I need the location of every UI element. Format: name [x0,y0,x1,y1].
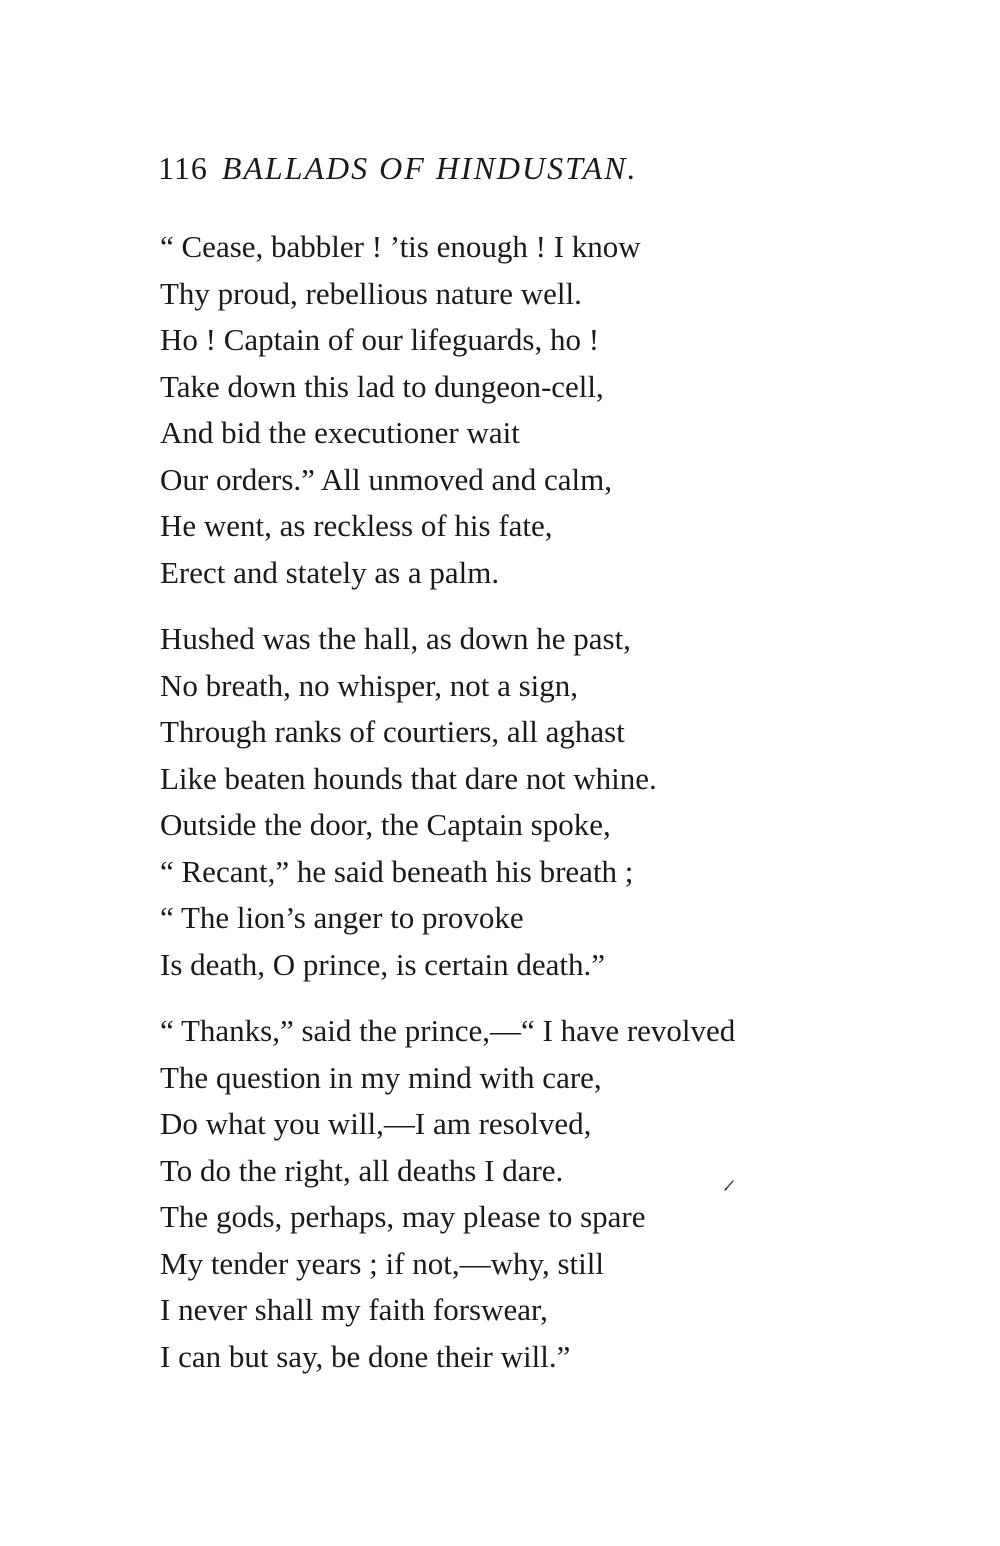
poem-line: To do the right, all deaths I dare. [160,1152,564,1188]
poem-line: “ The lion’s anger to provoke [160,900,524,935]
poem-line: Hushed was the hall, as down he past, [160,621,631,656]
poem-line: The question in my mind with care, [160,1059,602,1095]
page-header [158,148,637,188]
poem-line: Take down this lad to dungeon-cell, [160,368,604,404]
poem-line: Erect and stately as a palm. [160,554,500,590]
poem-line: I never shall my faith forswear, [160,1292,548,1327]
poem-line: No breath, no whisper, not a sign, [160,667,579,703]
poem-line: Do what you will,—I am resolved, [160,1106,592,1141]
poem-line: And bid the executioner wait [160,415,520,450]
poem-line: My tender years ; if not,—why, still [160,1245,604,1281]
running-title: BALLADS OF HINDUSTAN. [221,150,638,186]
stanza-2 [160,616,990,988]
ink-speck-mark [722,1178,736,1192]
poem-line: Outside the door, the Captain spoke, [160,807,611,842]
poem-line: “ Thanks,” said the prince,—“ I have revolved [160,1013,736,1048]
poem-line: He went, as reckless of his fate, [160,508,553,543]
stanza-1 [160,224,990,596]
poem-line: Ho ! Captain of our lifeguards, ho ! [160,322,600,357]
poem-line: Thy proud, rebellious nature well. [160,275,582,311]
poem-line: Is death, O prince, is certain death.” [160,946,606,982]
poem-body [160,224,990,1400]
poem-line: Through ranks of courtiers, all aghast [160,714,625,749]
poem-line: “ Recant,” he said beneath his breath ; [160,853,634,889]
poem-line: I can but say, be done their will.” [160,1338,571,1374]
poem-line: “ Cease, babbler ! ’tis enough ! I know [160,229,641,264]
stanza-3 [160,1008,990,1380]
poem-line: Our orders.” All unmoved and calm, [160,461,612,497]
poem-line: The gods, perhaps, may please to spare [160,1199,646,1234]
page-number: 116 [158,150,208,186]
poem-line: Like beaten hounds that dare not whine. [160,760,657,796]
